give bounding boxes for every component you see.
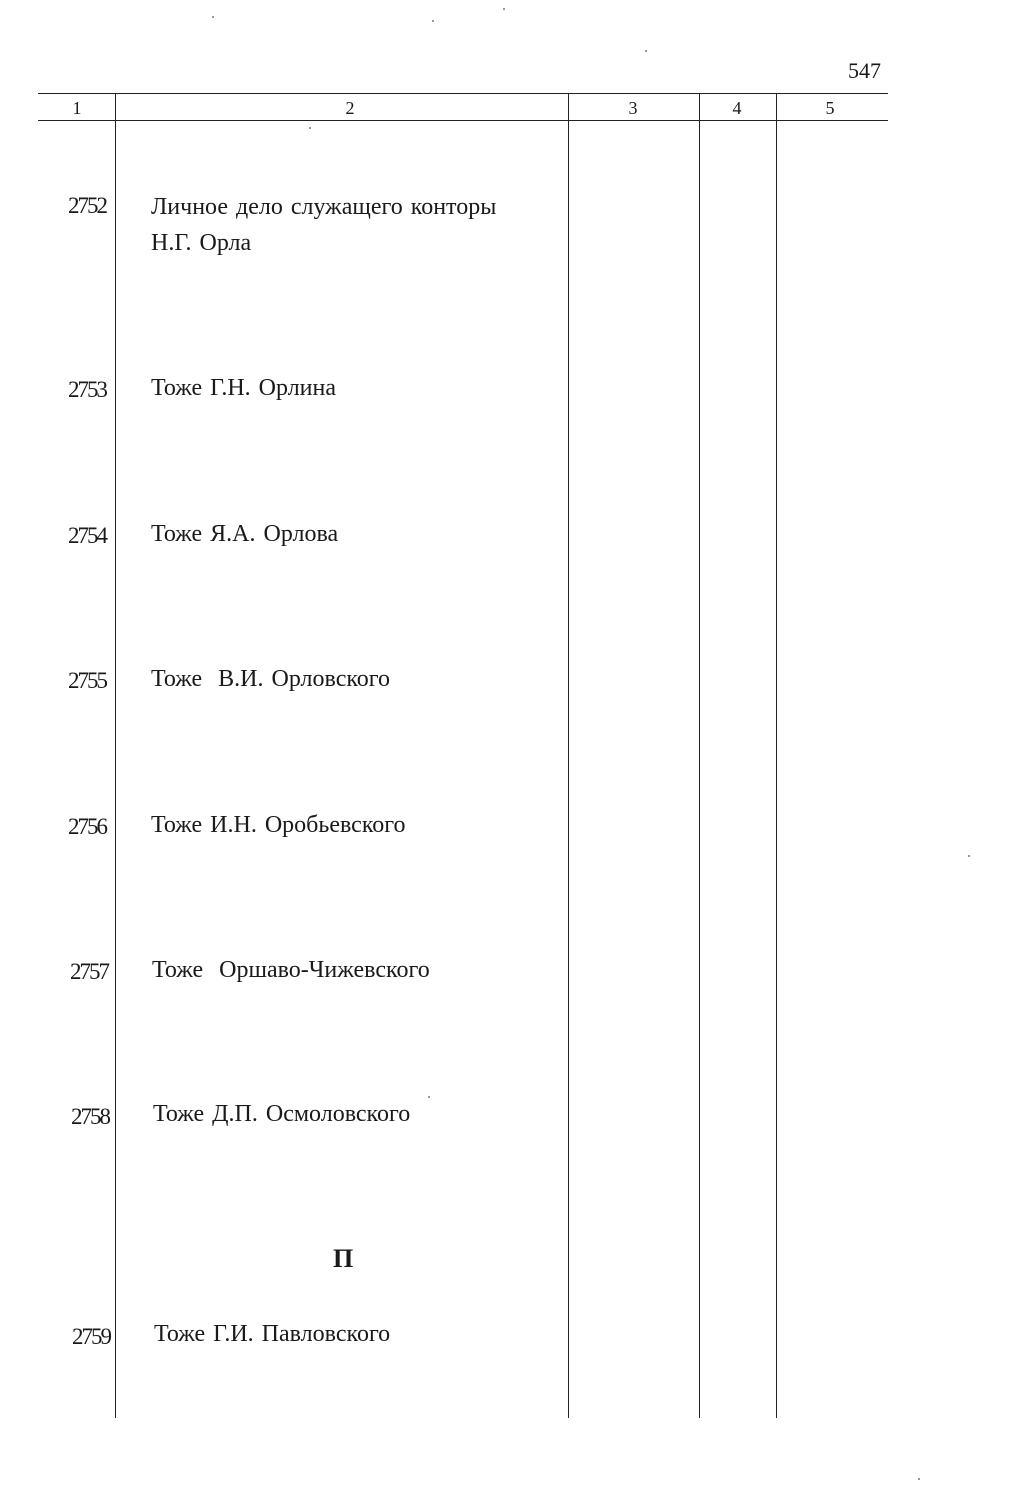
- scan-speck: [212, 16, 214, 18]
- entry-title: [151, 189, 496, 261]
- entry-title: Тоже Г.Н. Орлина: [151, 375, 337, 401]
- entry-title-line: Н.Г. Орла: [151, 230, 252, 256]
- column-divider-3-4: [699, 93, 700, 1418]
- column-divider-2-3: [568, 93, 569, 1418]
- entry-title: Тоже Д.П. Осмоловского: [153, 1101, 411, 1127]
- entry-title: Тоже В.И. Орловского: [151, 666, 391, 692]
- column-heading-1: 1: [72, 98, 82, 118]
- column-heading-5: 5: [825, 98, 835, 118]
- scan-speck: [645, 50, 647, 52]
- entry-title: Тоже Я.А. Орлова: [151, 521, 339, 547]
- entry-title: Тоже И.Н. Оробьевского: [151, 812, 406, 838]
- entry-number: 2758: [71, 1104, 109, 1129]
- section-letter: П: [333, 1244, 354, 1273]
- entry-number: 2754: [68, 523, 106, 548]
- table-header-rule: [38, 120, 888, 121]
- entry-number: 2756: [68, 814, 106, 839]
- page-number: 547: [848, 58, 881, 83]
- scan-speck: [503, 8, 505, 10]
- scan-speck: [918, 1478, 920, 1480]
- entry-title: Тоже Г.И. Павловского: [154, 1321, 391, 1347]
- column-divider-1-2: [115, 93, 116, 1418]
- scan-speck: [309, 127, 311, 129]
- column-heading-4: 4: [732, 98, 742, 118]
- column-heading-3: 3: [628, 98, 638, 118]
- entry-number: 2755: [68, 668, 106, 693]
- entry-number: 2759: [72, 1324, 110, 1349]
- entry-title: Тоже Оршаво-Чижевского: [152, 957, 430, 983]
- scan-speck: [432, 20, 434, 22]
- scan-speck: [428, 1096, 430, 1098]
- entry-number: 2752: [68, 193, 106, 218]
- table-top-rule: [38, 93, 888, 94]
- entry-number: 2753: [68, 377, 106, 402]
- entry-number: 2757: [70, 959, 108, 984]
- entry-title-line: Личное дело служащего конторы: [151, 194, 497, 220]
- column-divider-4-5: [776, 93, 777, 1418]
- scan-speck: [968, 855, 970, 857]
- column-heading-2: 2: [345, 98, 355, 118]
